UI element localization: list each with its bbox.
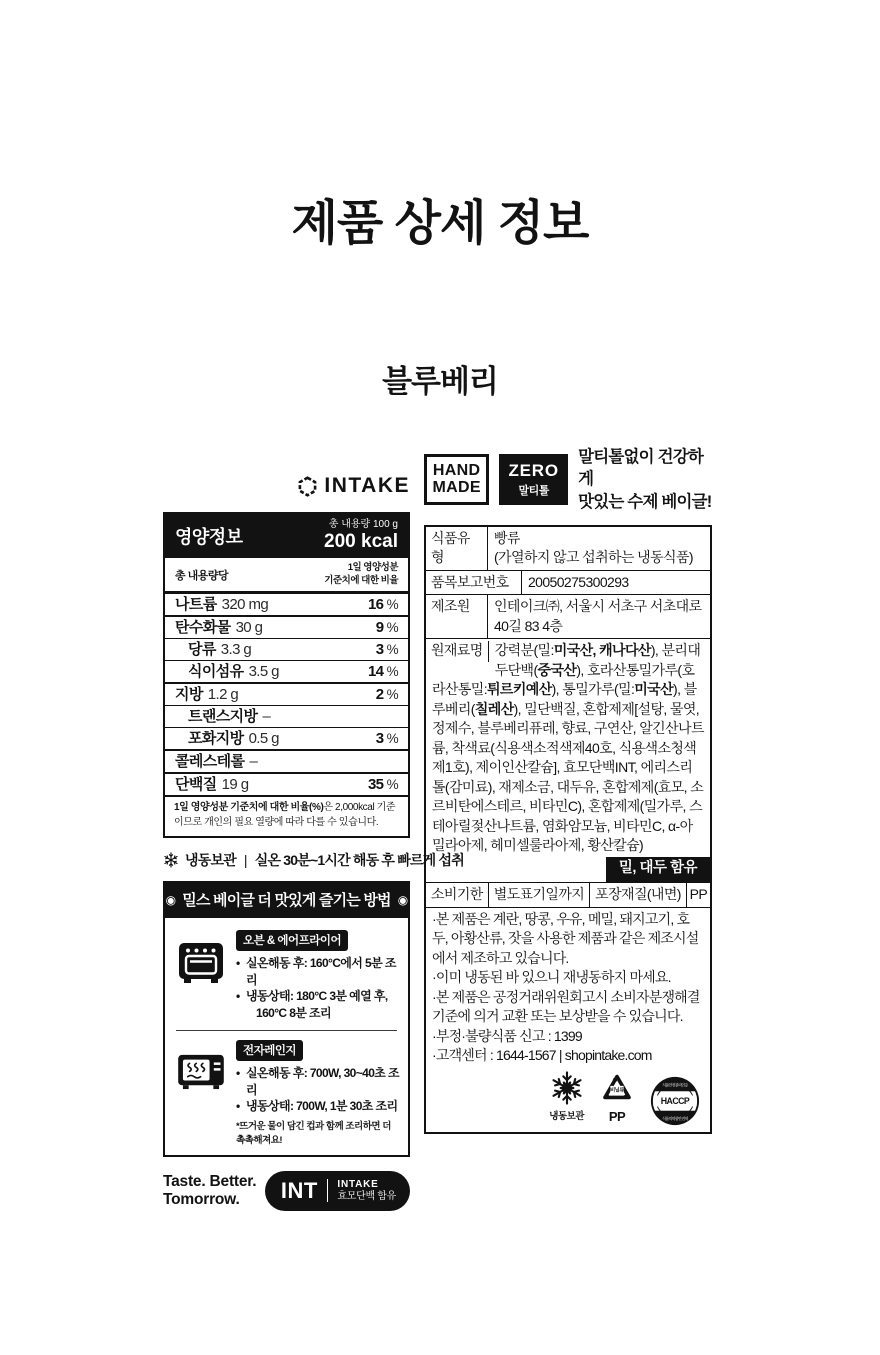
ring-dot-icon: ◉	[397, 892, 408, 907]
oven-section	[174, 930, 399, 1021]
nutrition-row	[165, 772, 408, 795]
microwave-lines	[236, 1065, 399, 1115]
manufacturer-label: 제조원	[426, 595, 488, 638]
nutrient-percent: 2	[375, 686, 384, 704]
nutrition-rows	[165, 594, 408, 795]
how-to-enjoy-header	[163, 881, 410, 918]
nutrient-percent: 9	[375, 619, 384, 637]
storage-label: 냉동보관	[185, 852, 236, 869]
cooking-instruction-line: 160°C 8분 조리	[236, 1005, 399, 1022]
product-name: 블루베리	[382, 364, 498, 399]
intake-logo	[163, 474, 410, 498]
nutrient-name: 콜레스테롤	[175, 753, 245, 771]
certification-icons	[432, 1071, 704, 1127]
food-type-value: 빵류 (가열하지 않고 섭취하는 냉동식품)	[494, 529, 693, 566]
nutrient-name: 식이섬유	[188, 663, 244, 681]
haccp-seal-icon	[650, 1076, 700, 1126]
nutrient-percent-unit: %	[383, 620, 398, 636]
oven-icon	[174, 930, 228, 1021]
ingredient-segment: ), 분리대두단백(	[494, 642, 701, 678]
manufacturer-row	[426, 594, 710, 638]
handmade-badge: HAND MADE	[424, 454, 489, 505]
recycle-icon	[599, 1073, 635, 1105]
notice-line: ·부정·불량식품 신고 : 1399	[432, 1027, 582, 1044]
bullet: •	[236, 1099, 240, 1114]
nutrition-subheader	[165, 558, 408, 594]
nutrient-amount: –	[249, 753, 258, 771]
frozen-storage-mark	[549, 1071, 584, 1127]
notices-row	[426, 907, 710, 1133]
package-value: PP	[689, 886, 708, 903]
oven-instructions	[236, 930, 399, 1021]
microwave-icon	[174, 1040, 228, 1146]
food-type-row	[426, 527, 710, 570]
nutrient-percent-unit: %	[383, 664, 398, 680]
nutrient-amount: 0.5 g	[248, 730, 279, 748]
expiry-value: 별도표기일까지	[489, 883, 590, 907]
snowflake-icon	[163, 852, 179, 868]
ingredients-label: 원재료명	[426, 641, 489, 662]
microwave-section	[174, 1040, 399, 1146]
haccp-mark	[650, 1076, 700, 1126]
storage-instruction	[163, 850, 464, 870]
ingredient-segment: ), 호라산통밀가루(호라산통밀:	[432, 661, 695, 698]
intake-wordmark: INTAKE	[324, 474, 410, 497]
brand-tagline: Taste. Better. Tomorrow.	[163, 1172, 257, 1208]
bullet: •	[236, 956, 240, 971]
nutrient-amount: 30 g	[235, 619, 263, 637]
ingredient-segment: ), 통밀가루(밀:	[551, 681, 635, 698]
nutrition-row	[165, 660, 408, 682]
product-info-table	[424, 525, 712, 1135]
int-label: INT	[280, 1177, 318, 1203]
ingredient-segment: 칠레산	[474, 700, 514, 717]
expiry-label: 소비기한	[426, 883, 489, 907]
nutrition-row	[165, 594, 408, 615]
cooking-instruction-line: • 냉동상태: 700W, 1분 30초 조리	[236, 1099, 398, 1114]
ingredients-row	[426, 638, 710, 882]
oven-lines	[236, 955, 399, 1021]
ingredients-list	[432, 642, 704, 853]
headline: 말티톨없이 건강하게 맛있는 수제 베이글!	[578, 448, 712, 511]
int-protein-pill	[265, 1171, 410, 1211]
nutrient-percent-unit: %	[383, 687, 398, 703]
nutrition-footnote	[165, 795, 408, 836]
manufacturer-value: 인테이크㈜, 서울시 서초구 서초대로 40길 83 4층	[494, 598, 702, 634]
page-title: 제품 상세 정보	[291, 197, 589, 250]
nutrient-name: 탄수화물	[175, 619, 231, 637]
notice-line: ·본 제품은 계란, 땅콩, 우유, 메밀, 돼지고기, 호두, 아황산류, 잣을 사용한 제품과 같은 제조시설에서 제조하고 있습니다.	[432, 910, 699, 966]
frozen-label: 냉동보관	[549, 1110, 584, 1122]
bullet: •	[236, 989, 240, 1004]
ingredient-segment: 미국산, 캐나다산	[553, 642, 651, 659]
nutrition-row	[165, 615, 408, 638]
nutrient-percent-unit: %	[383, 597, 398, 613]
nutrient-amount: 320 mg	[221, 596, 269, 614]
ingredient-segment: 튀르키예산	[487, 681, 552, 698]
ingredient-segment: ), 블루베리(	[432, 681, 697, 717]
daily-value-label: 1일 영양성분 기준치에 대한 비율	[324, 562, 398, 586]
nutrient-name: 나트륨	[175, 596, 217, 614]
svg-text:HACCP: HACCP	[660, 1096, 690, 1107]
snowflake-icon	[550, 1071, 584, 1105]
microwave-tip: *뜨거운 물이 담긴 컵과 함께 조리하면 더 촉촉해져요!	[236, 1120, 391, 1146]
package-label: 포장재질(내면)	[590, 883, 687, 907]
nutrient-amount: 3.5 g	[248, 663, 279, 681]
section-divider	[176, 1030, 397, 1031]
nutrient-name: 지방	[175, 686, 203, 704]
storage-divider: |	[243, 852, 247, 869]
zero-maltitol-badge: ZERO 말티톨	[499, 454, 568, 505]
nutrition-row	[165, 727, 408, 749]
nutrient-percent-unit: %	[383, 642, 398, 658]
svg-text:식품안전관리인증: 식품안전관리인증	[662, 1082, 688, 1088]
microwave-instructions	[236, 1040, 399, 1146]
nutrition-row	[165, 638, 408, 660]
cooking-instruction-line: • 실온해동 후: 160°C에서 5분 조리	[236, 956, 396, 987]
nutrient-amount: –	[262, 708, 271, 726]
recycle-pp-mark	[599, 1073, 635, 1127]
calories-value: 200 kcal	[324, 530, 398, 552]
notice-line: ·이미 냉동된 바 있으니 재냉동하지 마세요.	[432, 969, 671, 986]
right-column	[424, 446, 712, 1134]
total-amount: 총 내용량 100 g	[328, 519, 398, 530]
food-type-label: 식품유형	[426, 527, 488, 570]
nutrition-row	[165, 682, 408, 705]
brand-footer	[163, 1171, 410, 1211]
notices-list	[432, 910, 704, 1066]
ingredient-segment: 미국산	[634, 681, 674, 698]
report-number-value: 20050275300293	[528, 573, 629, 590]
nutrition-title: 영양정보	[175, 526, 243, 547]
per-amount-label: 총 내용량당	[175, 569, 229, 582]
ingredient-segment: 중국산	[537, 661, 577, 678]
nutrient-name: 트랜스지방	[188, 708, 258, 726]
footnote-rest: 은 2,000kcal 기준이므로 개인의 필요 열량에 따라 다를 수 있습니다.	[174, 802, 396, 828]
bullet	[246, 1005, 256, 1022]
nutrient-amount: 1.2 g	[207, 686, 239, 704]
nutrient-percent-unit: %	[383, 731, 398, 747]
nutrition-row	[165, 749, 408, 772]
how-to-enjoy-title: 밀스 베이글 더 맛있게 즐기는 방법	[182, 892, 391, 910]
how-to-enjoy-body	[163, 918, 410, 1157]
nutrition-header	[165, 514, 408, 558]
ingredient-segment: ), 밀단백질, 혼합제제[설탕, 물엿, 정제수, 블루베리퓨레, 향료, 구연산, 알긴산나트륨, 착색료(식용색소적색제40호, 식용색소청색제1호), 제이인산칼슘], 효모단백INT, 에리스리톨(감미료), 재제소금, 대두유, 혼합제제(효모, 소르비탄에스테르, 비타민C), 혼합제제(밀가루, 스테아릴젖산나트륨, 염화암모늄, 비타민C, α-아밀라아제, 헤미셀룰라아제, 황산칼슘)	[432, 700, 704, 854]
ring-dot-icon: ◉	[165, 892, 176, 907]
pill-sub-text: INTAKE 효모단백 함유	[337, 1178, 396, 1202]
nutrient-percent: 14	[367, 663, 384, 681]
nutrient-percent: 3	[375, 730, 384, 748]
nutrient-name: 단백질	[175, 776, 217, 794]
nutrient-percent: 16	[367, 596, 384, 614]
nutrient-name: 포화지방	[188, 730, 244, 748]
svg-text:비닐류: 비닐류	[610, 1087, 624, 1094]
nutrition-facts-table	[163, 512, 410, 838]
svg-text:식품의약품안전처: 식품의약품안전처	[662, 1116, 688, 1122]
nutrient-amount: 3.3 g	[220, 641, 252, 659]
nutrient-percent: 3	[375, 641, 384, 659]
ingredients-text	[426, 641, 710, 856]
microwave-badge: 전자레인지	[236, 1040, 303, 1061]
how-to-enjoy-box	[163, 881, 410, 1157]
nutrition-row	[165, 705, 408, 727]
intake-hexagon-icon	[297, 476, 318, 497]
report-number-label: 품목보고번호	[426, 571, 522, 595]
footnote-bold: 1일 영양성분 기준치에 대한 비율(%)	[174, 802, 324, 814]
oven-badge: 오븐 & 에어프라이어	[236, 930, 348, 951]
bullet: •	[236, 1066, 240, 1081]
cooking-instruction-line: • 냉동상태: 180°C 3분 예열 후,	[236, 989, 388, 1004]
header-badges	[424, 446, 712, 513]
nutrient-percent: 35	[367, 776, 384, 794]
nutrient-amount: 19 g	[221, 776, 249, 794]
cooking-instruction-line: • 실온해동 후: 700W, 30~40초 조리	[236, 1066, 399, 1097]
storage-text: 실온 30분~1시간 해동 후 빠르게 섭취	[254, 852, 464, 869]
allergen-badge: 밀, 대두 함유	[606, 857, 710, 883]
notice-line: ·고객센터 : 1644-1567 | shopintake.com	[432, 1047, 652, 1064]
report-number-row	[426, 570, 710, 595]
ingredient-segment: 강력분(밀:	[494, 642, 554, 659]
nutrition-calories-block	[324, 519, 398, 552]
nutrient-name: 당류	[188, 641, 216, 659]
expiry-package-row	[426, 882, 710, 907]
pill-divider	[327, 1179, 329, 1202]
notice-line: ·본 제품은 공정거래위원회고시 소비자분쟁해결기준에 의거 교환 또는 보상받을 수 있습니다.	[432, 988, 700, 1025]
recycle-material-label: PP	[608, 1108, 626, 1124]
nutrient-percent-unit: %	[383, 777, 398, 793]
